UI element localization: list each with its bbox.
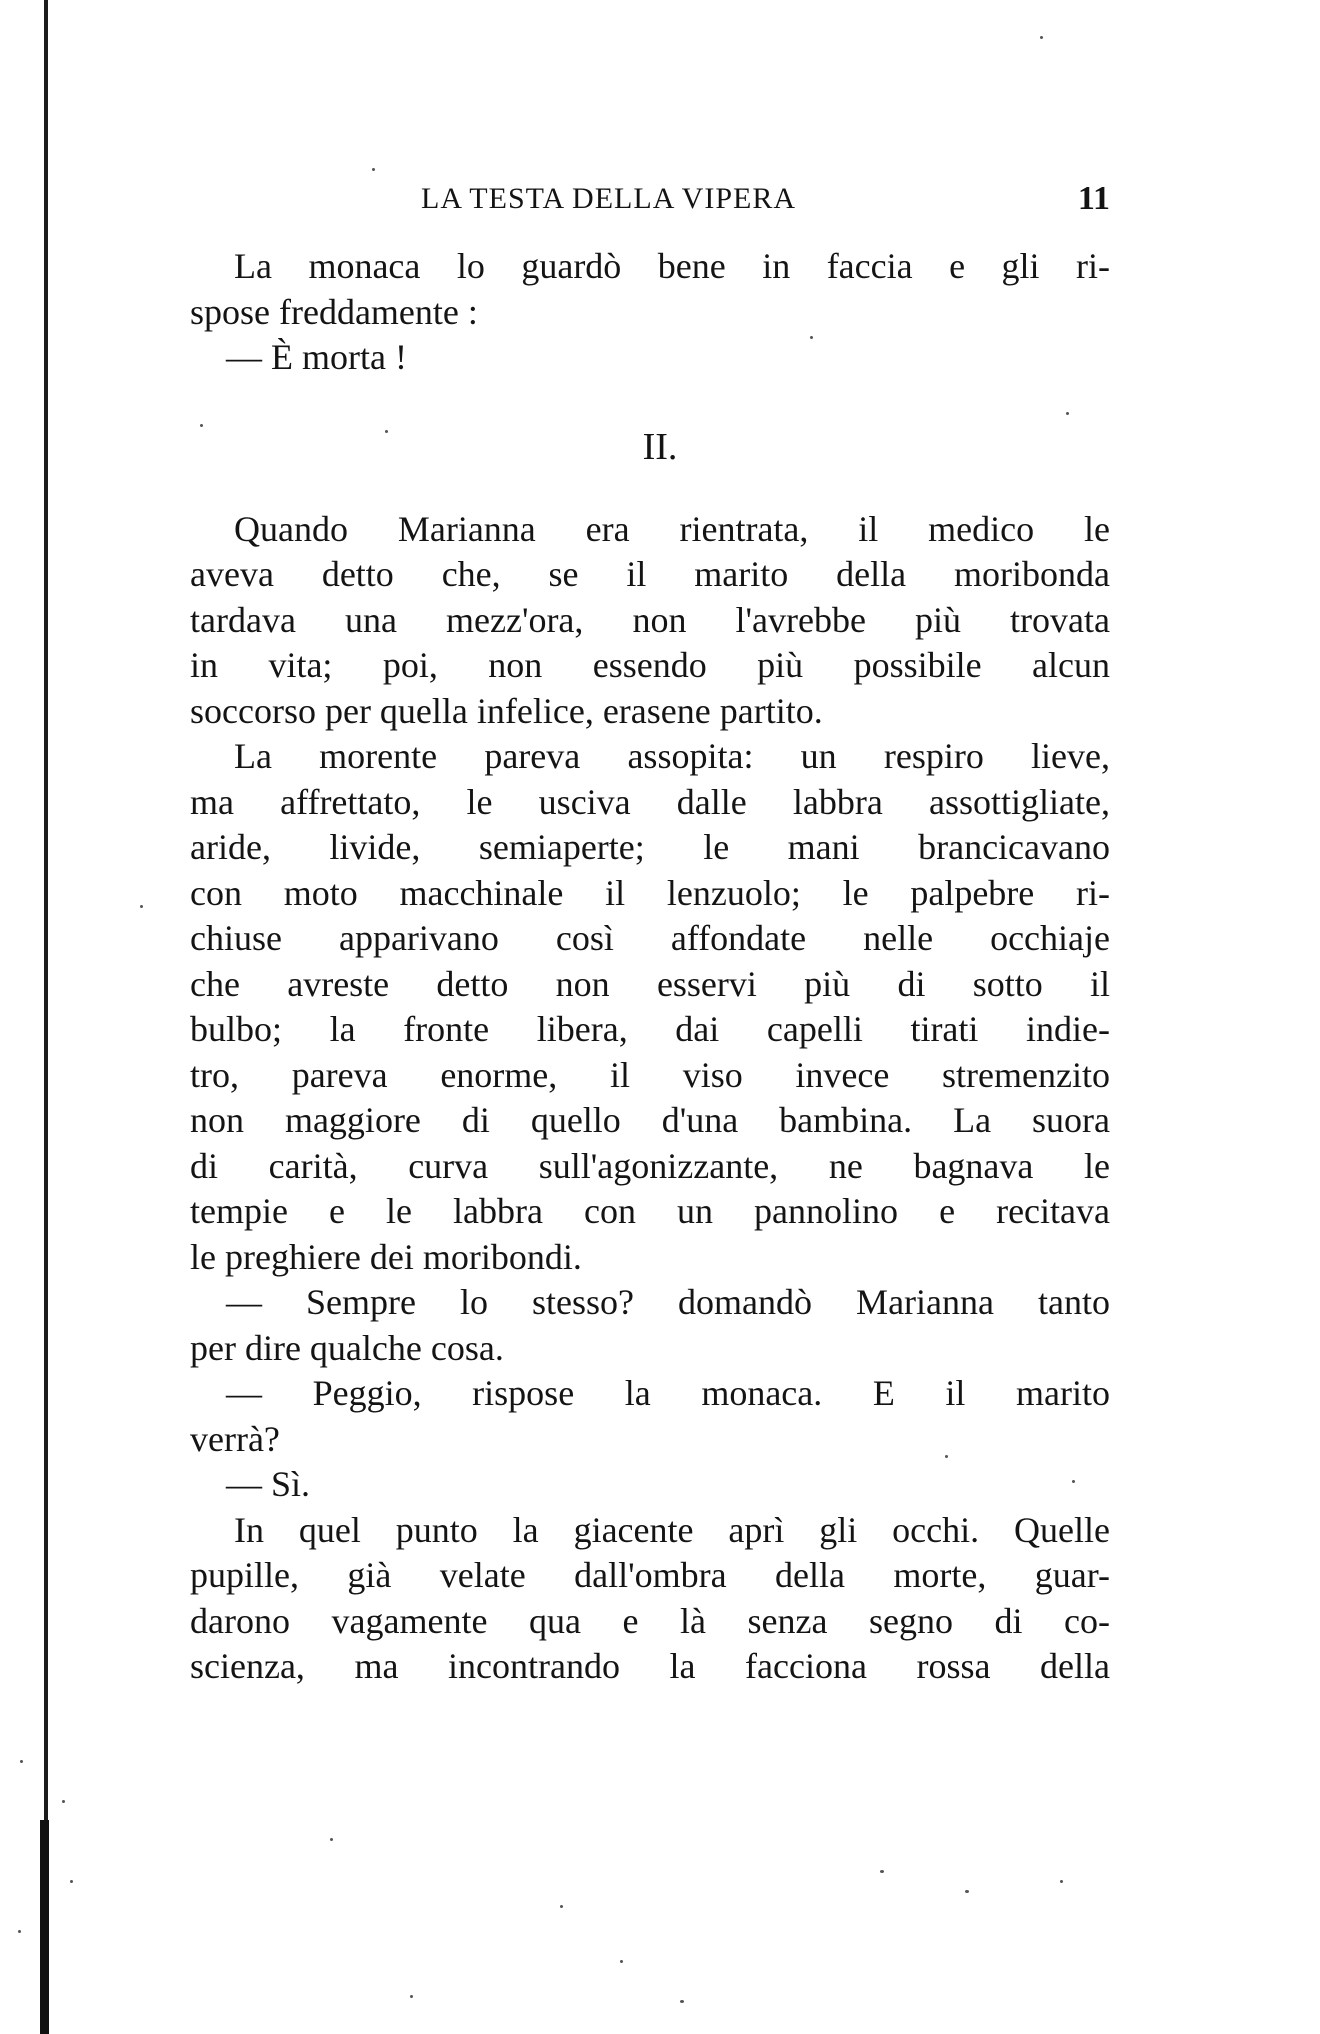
scan-speck: [385, 430, 388, 433]
text-line: — Peggio, rispose la monaca. E il marito: [226, 1373, 1110, 1413]
scan-speck: [70, 1880, 73, 1883]
text-line: le preghiere dei moribondi.: [190, 1236, 582, 1277]
scan-speck: [1060, 1880, 1063, 1883]
text-line: con moto macchinale il lenzuolo; le palpebre ri-: [190, 872, 1110, 913]
scan-speck: [20, 1760, 23, 1763]
scan-speck: [1072, 1480, 1075, 1483]
text-line: chiuse apparivano così affondate nelle occhiaje: [190, 918, 1110, 958]
scan-speck: [62, 1800, 65, 1803]
text-line: aride, livide, semiaperte; le mani brancicavano: [190, 827, 1110, 867]
scan-speck: [140, 905, 143, 908]
page-number: 11: [1077, 180, 1110, 217]
scan-speck: [620, 1960, 623, 1963]
binding-edge-shadow: [40, 1820, 49, 2034]
text-line: aveva detto che, se il marito della moribonda: [190, 554, 1110, 594]
scan-speck: [810, 336, 813, 339]
text-line: Quando Marianna era rientrata, il medico le: [234, 508, 1110, 549]
paragraph: [190, 1508, 1110, 1690]
section-heading: II.: [642, 425, 678, 468]
scan-speck: [372, 168, 375, 171]
opening-paragraph: [190, 244, 1110, 381]
text-line: La morente pareva assopita: un respiro lieve,: [234, 736, 1110, 776]
text-line: bulbo; la fronte libera, dai capelli tirati indie-: [190, 1009, 1110, 1049]
text-line: tro, pareva enorme, il viso invece stremenzito: [190, 1054, 1110, 1095]
text-line: pupille, già velate dall'ombra della morte, guar-: [190, 1555, 1110, 1595]
text-line: spose freddamente :: [190, 291, 478, 332]
scan-speck: [1040, 36, 1043, 39]
text-line: — È morta !: [226, 337, 407, 377]
scan-speck: [18, 1930, 21, 1933]
text-line: tardava una mezz'ora, non l'avrebbe più trovata: [190, 599, 1110, 640]
page-header: [190, 180, 1110, 228]
scan-speck: [330, 1838, 333, 1841]
scan-speck: [965, 1890, 969, 1893]
running-title: LA TESTA DELLA VIPERA: [421, 182, 797, 215]
text-line: soccorso per quella infelice, erasene partito.: [190, 690, 823, 731]
text-line: ma affrettato, le usciva dalle labbra assottigliate,: [190, 781, 1110, 822]
scan-speck: [410, 1995, 413, 1998]
scan-speck: [560, 1905, 563, 1908]
text-line: — Sempre lo stesso? domandò Marianna tanto: [226, 1282, 1110, 1322]
text-line: per dire qualche cosa.: [190, 1327, 504, 1368]
text-line: scienza, ma incontrando la facciona rossa della: [190, 1646, 1110, 1686]
text-line: di carità, curva sull'agonizzante, ne bagnava le: [190, 1145, 1110, 1186]
text-line: non maggiore di quello d'una bambina. La suora: [190, 1100, 1110, 1140]
scan-speck: [880, 1870, 884, 1873]
text-line: darono vagamente qua e là senza segno di co-: [190, 1600, 1110, 1641]
dialogue: [190, 1280, 1110, 1508]
scan-speck: [680, 2000, 684, 2003]
text-line: in vita; poi, non essendo più possibile alcun: [190, 645, 1110, 685]
binding-edge: [44, 0, 48, 2034]
text-line: tempie e le labbra con un pannolino e recitava: [190, 1191, 1110, 1231]
text-line: In quel punto la giacente aprì gli occhi. Quelle: [234, 1509, 1110, 1550]
page-body: [190, 244, 1110, 1690]
scan-speck: [200, 424, 203, 427]
text-line: che avreste detto non esservi più di sotto il: [190, 963, 1110, 1004]
scan-speck: [1066, 412, 1069, 415]
paragraph: [190, 507, 1110, 735]
scan-speck: [945, 1455, 948, 1458]
text-line: — Sì.: [226, 1464, 311, 1504]
text-line: verrà?: [190, 1418, 280, 1459]
text-line: La monaca lo guardò bene in faccia e gli ri-: [234, 246, 1110, 286]
paragraph: [190, 734, 1110, 1280]
